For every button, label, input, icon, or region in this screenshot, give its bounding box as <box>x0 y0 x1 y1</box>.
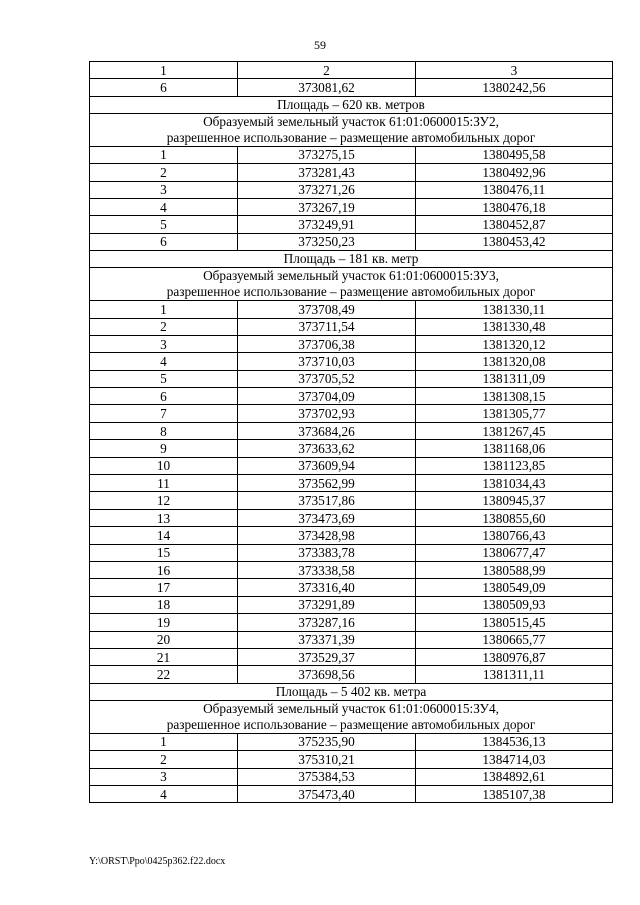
x-coordinate-cell: 373710,03 <box>238 353 416 370</box>
y-coordinate-cell: 1385107,38 <box>416 785 613 802</box>
point-number-cell: 19 <box>90 614 238 631</box>
point-number-cell: 20 <box>90 631 238 648</box>
point-number-cell: 14 <box>90 527 238 544</box>
x-coordinate-cell: 373711,54 <box>238 318 416 335</box>
y-coordinate-cell: 1380766,43 <box>416 527 613 544</box>
footer-file-path: Y:\ORST\Ppo\0425p362.f22.docx <box>89 856 226 867</box>
header-cell-x: 2 <box>238 62 416 79</box>
y-coordinate-cell: 1381034,43 <box>416 475 613 492</box>
table-caption-row <box>90 113 613 146</box>
y-coordinate-cell: 1380453,42 <box>416 233 613 250</box>
point-number-cell: 6 <box>90 388 238 405</box>
table-caption-row <box>90 251 613 268</box>
y-coordinate-cell: 1381320,12 <box>416 335 613 352</box>
caption-line: Образуемый земельный участок 61:01:0600015:ЗУ3, <box>203 268 499 284</box>
x-coordinate-cell: 373249,91 <box>238 216 416 233</box>
y-coordinate-cell: 1381320,08 <box>416 353 613 370</box>
header-cell-point: 1 <box>90 62 238 79</box>
y-coordinate-cell: 1380855,60 <box>416 509 613 526</box>
table-row <box>90 233 613 250</box>
table-row <box>90 79 613 96</box>
caption-line: Площадь – 620 кв. метров <box>277 96 425 112</box>
table-row <box>90 631 613 648</box>
x-coordinate-cell: 373609,94 <box>238 457 416 474</box>
page-number: 59 <box>314 38 326 52</box>
x-coordinate-cell: 373267,19 <box>238 198 416 215</box>
x-coordinate-cell: 373371,39 <box>238 631 416 648</box>
table-row <box>90 388 613 405</box>
y-coordinate-cell: 1384714,03 <box>416 751 613 768</box>
x-coordinate-cell: 373473,69 <box>238 509 416 526</box>
y-coordinate-cell: 1381311,11 <box>416 666 613 683</box>
y-coordinate-cell: 1381267,45 <box>416 422 613 439</box>
x-coordinate-cell: 373271,26 <box>238 181 416 198</box>
x-coordinate-cell: 373250,23 <box>238 233 416 250</box>
table-caption-row <box>90 700 613 733</box>
x-coordinate-cell: 373281,43 <box>238 164 416 181</box>
point-number-cell: 4 <box>90 785 238 802</box>
table-row <box>90 146 613 163</box>
caption-line: Площадь – 5 402 кв. метра <box>275 683 427 699</box>
table-row <box>90 198 613 215</box>
x-coordinate-cell: 375384,53 <box>238 768 416 785</box>
point-number-cell: 7 <box>90 405 238 422</box>
table-row <box>90 768 613 785</box>
y-coordinate-cell: 1380495,58 <box>416 146 613 163</box>
caption-line: разрешенное использование – размещение автомобильных дорог <box>166 716 536 732</box>
x-coordinate-cell: 373291,89 <box>238 596 416 613</box>
x-coordinate-cell: 373383,78 <box>238 544 416 561</box>
point-number-cell: 4 <box>90 353 238 370</box>
point-number-cell: 11 <box>90 475 238 492</box>
section-caption <box>90 96 613 113</box>
y-coordinate-cell: 1380549,09 <box>416 579 613 596</box>
x-coordinate-cell: 375310,21 <box>238 751 416 768</box>
x-coordinate-cell: 375235,90 <box>238 733 416 750</box>
point-number-cell: 5 <box>90 370 238 387</box>
y-coordinate-cell: 1380945,37 <box>416 492 613 509</box>
y-coordinate-cell: 1380665,77 <box>416 631 613 648</box>
point-number-cell: 1 <box>90 733 238 750</box>
caption-line: разрешенное использование – размещение автомобильных дорог <box>166 284 536 300</box>
y-coordinate-cell: 1380515,45 <box>416 614 613 631</box>
y-coordinate-cell: 1380588,99 <box>416 561 613 578</box>
section-caption <box>90 700 613 733</box>
table-row <box>90 751 613 768</box>
table-row <box>90 353 613 370</box>
table-caption-row <box>90 96 613 113</box>
y-coordinate-cell: 1381330,48 <box>416 318 613 335</box>
table-row <box>90 561 613 578</box>
y-coordinate-cell: 1380976,87 <box>416 648 613 665</box>
table-row <box>90 509 613 526</box>
x-coordinate-cell: 373428,98 <box>238 527 416 544</box>
caption-line: Образуемый земельный участок 61:01:0600015:ЗУ4, <box>203 700 499 716</box>
point-number-cell: 16 <box>90 561 238 578</box>
y-coordinate-cell: 1381311,09 <box>416 370 613 387</box>
point-number-cell: 3 <box>90 335 238 352</box>
x-coordinate-cell: 373705,52 <box>238 370 416 387</box>
y-coordinate-cell: 1380492,96 <box>416 164 613 181</box>
section-caption <box>90 113 613 146</box>
point-number-cell: 2 <box>90 751 238 768</box>
y-coordinate-cell: 1381123,85 <box>416 457 613 474</box>
table-caption-row <box>90 268 613 301</box>
x-coordinate-cell: 375473,40 <box>238 785 416 802</box>
x-coordinate-cell: 373702,93 <box>238 405 416 422</box>
y-coordinate-cell: 1381330,11 <box>416 301 613 318</box>
y-coordinate-cell: 1380509,93 <box>416 596 613 613</box>
point-number-cell: 1 <box>90 301 238 318</box>
table-row <box>90 648 613 665</box>
y-coordinate-cell: 1381308,15 <box>416 388 613 405</box>
point-number-cell: 8 <box>90 422 238 439</box>
table-caption-row <box>90 683 613 700</box>
point-number-cell: 3 <box>90 181 238 198</box>
point-number-cell: 10 <box>90 457 238 474</box>
table-row <box>90 475 613 492</box>
point-number-cell: 2 <box>90 164 238 181</box>
y-coordinate-cell: 1381305,77 <box>416 405 613 422</box>
table-row <box>90 335 613 352</box>
point-number-cell: 17 <box>90 579 238 596</box>
table-row <box>90 370 613 387</box>
point-number-cell: 13 <box>90 509 238 526</box>
x-coordinate-cell: 373316,40 <box>238 579 416 596</box>
y-coordinate-cell: 1381168,06 <box>416 440 613 457</box>
section-caption <box>90 268 613 301</box>
point-number-cell: 5 <box>90 216 238 233</box>
point-number-cell: 22 <box>90 666 238 683</box>
x-coordinate-cell: 373529,37 <box>238 648 416 665</box>
table-row <box>90 733 613 750</box>
x-coordinate-cell: 373706,38 <box>238 335 416 352</box>
x-coordinate-cell: 373517,86 <box>238 492 416 509</box>
point-number-cell: 2 <box>90 318 238 335</box>
point-number-cell: 3 <box>90 768 238 785</box>
y-coordinate-cell: 1380677,47 <box>416 544 613 561</box>
y-coordinate-cell: 1380476,11 <box>416 181 613 198</box>
y-coordinate-cell: 1380242,56 <box>416 79 613 96</box>
x-coordinate-cell: 373633,62 <box>238 440 416 457</box>
table-row <box>90 596 613 613</box>
x-coordinate-cell: 373704,09 <box>238 388 416 405</box>
table-row <box>90 785 613 802</box>
y-coordinate-cell: 1384892,61 <box>416 768 613 785</box>
y-coordinate-cell: 1384536,13 <box>416 733 613 750</box>
x-coordinate-cell: 373287,16 <box>238 614 416 631</box>
x-coordinate-cell: 373708,49 <box>238 301 416 318</box>
caption-line: Площадь – 181 кв. метр <box>283 251 419 267</box>
caption-line: Образуемый земельный участок 61:01:0600015:ЗУ2, <box>203 113 499 129</box>
point-number-cell: 1 <box>90 146 238 163</box>
section-caption <box>90 683 613 700</box>
x-coordinate-cell: 373698,56 <box>238 666 416 683</box>
table-row <box>90 164 613 181</box>
table-row <box>90 181 613 198</box>
table-row <box>90 614 613 631</box>
point-number-cell: 18 <box>90 596 238 613</box>
table-row <box>90 457 613 474</box>
coordinates-table <box>89 61 613 803</box>
point-number-cell: 9 <box>90 440 238 457</box>
section-caption <box>90 251 613 268</box>
point-number-cell: 12 <box>90 492 238 509</box>
header-cell-y: 3 <box>416 62 613 79</box>
table-row <box>90 666 613 683</box>
y-coordinate-cell: 1380452,87 <box>416 216 613 233</box>
table-row <box>90 405 613 422</box>
x-coordinate-cell: 373275,15 <box>238 146 416 163</box>
point-number-cell: 15 <box>90 544 238 561</box>
table-row <box>90 216 613 233</box>
point-number-cell: 6 <box>90 79 238 96</box>
table-row <box>90 527 613 544</box>
table-row <box>90 579 613 596</box>
y-coordinate-cell: 1380476,18 <box>416 198 613 215</box>
x-coordinate-cell: 373338,58 <box>238 561 416 578</box>
table-row <box>90 422 613 439</box>
point-number-cell: 6 <box>90 233 238 250</box>
table-row <box>90 318 613 335</box>
table-row <box>90 544 613 561</box>
caption-line: разрешенное использование – размещение автомобильных дорог <box>166 129 536 145</box>
x-coordinate-cell: 373081,62 <box>238 79 416 96</box>
table-header-row <box>90 62 613 79</box>
table-row <box>90 492 613 509</box>
point-number-cell: 21 <box>90 648 238 665</box>
table-row <box>90 301 613 318</box>
point-number-cell: 4 <box>90 198 238 215</box>
table-row <box>90 440 613 457</box>
x-coordinate-cell: 373684,26 <box>238 422 416 439</box>
x-coordinate-cell: 373562,99 <box>238 475 416 492</box>
